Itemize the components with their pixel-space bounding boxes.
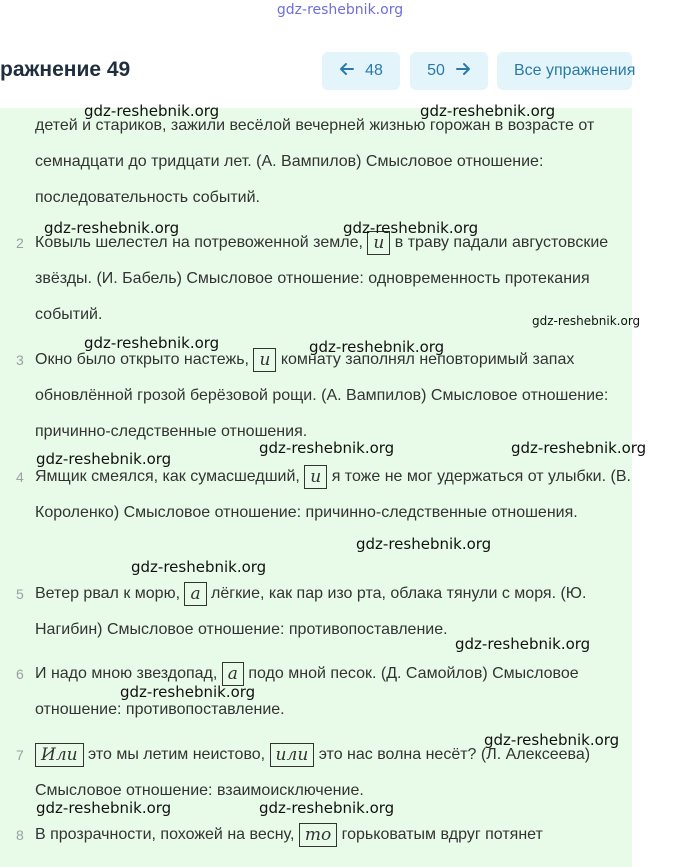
sentence-fragment: в траву падали августовские звёзды. (И. Бабель) Смысловое отношение: одновременность протекания событий. (35, 234, 609, 323)
sentence-fragment: подо мной песок. (Д. Самойлов) Смысловое отношение: противопоставление. (35, 665, 579, 718)
sentence-fragment: В прозрачности, похожей на весну, (35, 826, 299, 843)
watermark-text: gdz-reshebnik.org (120, 683, 256, 701)
watermark-text: gdz-reshebnik.org (84, 102, 220, 120)
prev-exercise-button[interactable] (322, 52, 400, 90)
item-number: 2 (16, 235, 24, 251)
sentence-fragment: горьковатым вдруг потянет (337, 826, 543, 843)
conjunction-box: и (253, 348, 276, 372)
exercise-header (0, 52, 680, 92)
watermark-text: gdz-reshebnik.org (343, 219, 479, 237)
sentence-fragment: комнату заполнял неповторимый запах обновлённой грозой берёзовой рощи. (А. Вампилов) Смысловое отношение: причинно-следственные отношения. (35, 351, 609, 440)
watermark-text: gdz-reshebnik.org (420, 102, 556, 120)
watermark-text: gdz-reshebnik.org (484, 731, 620, 749)
item-text (35, 108, 632, 216)
conjunction-box: или (270, 743, 315, 767)
watermark-text: gdz-reshebnik.org (356, 535, 492, 553)
all-exercises-button[interactable] (497, 52, 636, 90)
item-text (35, 459, 632, 531)
prev-exercise-label: 48 (365, 62, 383, 79)
item-number: 5 (16, 586, 24, 602)
sentence-fragment: Окно было открыто настежь, (35, 351, 254, 368)
conjunction-box: и (367, 231, 390, 255)
all-exercises-label: Все упражнения (514, 62, 636, 79)
sentence-fragment: я тоже не мог удержаться от улыбки. (В. Короленко) Смысловое отношение: причинно-следственные отношения. (35, 468, 631, 521)
watermark-text: gdz-reshebnik.org (36, 799, 172, 817)
watermark-text: gdz-reshebnik.org (131, 558, 267, 576)
answer-content (0, 102, 647, 867)
conjunction-box: и (304, 465, 327, 489)
conjunction-box: а (222, 662, 244, 686)
sentence-fragment: Ямщик смеялся, как сумасшедший, (35, 468, 305, 485)
watermark-text: gdz-reshebnik.org (259, 799, 395, 817)
item-number: 8 (16, 827, 24, 843)
conjunction-box: а (184, 582, 206, 606)
item-text (35, 342, 632, 450)
conjunction-box: Или (35, 743, 84, 767)
page-title: ражнение 49 (0, 58, 131, 81)
sentence-fragment: лёгкие, как пар изо рта, облака тянули с моря. (Ю. Нагибин) Смысловое отношение: противопоставление. (35, 585, 587, 638)
item-number: 6 (16, 666, 24, 682)
item-text (35, 817, 632, 853)
item-number: 3 (16, 352, 24, 368)
site-link[interactable]: gdz-reshebnik.org (276, 2, 404, 18)
next-exercise-label: 50 (427, 62, 445, 79)
watermark-text: gdz-reshebnik.org (532, 314, 641, 328)
watermark-text: gdz-reshebnik.org (455, 635, 591, 653)
watermark-text: gdz-reshebnik.org (309, 338, 445, 356)
watermark-text: gdz-reshebnik.org (511, 439, 647, 457)
watermark-text: gdz-reshebnik.org (36, 450, 172, 468)
sentence-fragment: детей и стариков, зажили весёлой вечерней жизнью горожан в возрасте от семнадцати до тридцати лет. (А. Вампилов) Смысловое отношение: последовательность событий. (35, 117, 595, 206)
watermark-text: gdz-reshebnik.org (44, 219, 180, 237)
sentence-fragment: И надо мною звездопад, (35, 665, 222, 682)
watermark-text: gdz-reshebnik.org (84, 334, 220, 352)
arrow-left-icon (339, 61, 355, 82)
next-exercise-button[interactable] (410, 52, 488, 90)
item-number: 7 (16, 747, 24, 763)
sentence-fragment: это нас волна несёт? (Л. Алексеева) Смысловое отношение: взаимоисключение. (35, 746, 591, 799)
sentence-fragment: Ветер рвал к морю, (35, 585, 185, 602)
watermark-text: gdz-reshebnik.org (259, 439, 395, 457)
sentence-fragment: Ковыль шелестел на потревоженной земле, (35, 234, 368, 251)
conjunction-box: то (299, 823, 337, 847)
sentence-fragment: это мы летим неистово, (83, 746, 270, 763)
arrow-right-icon (455, 61, 471, 82)
item-number: 4 (16, 469, 24, 485)
